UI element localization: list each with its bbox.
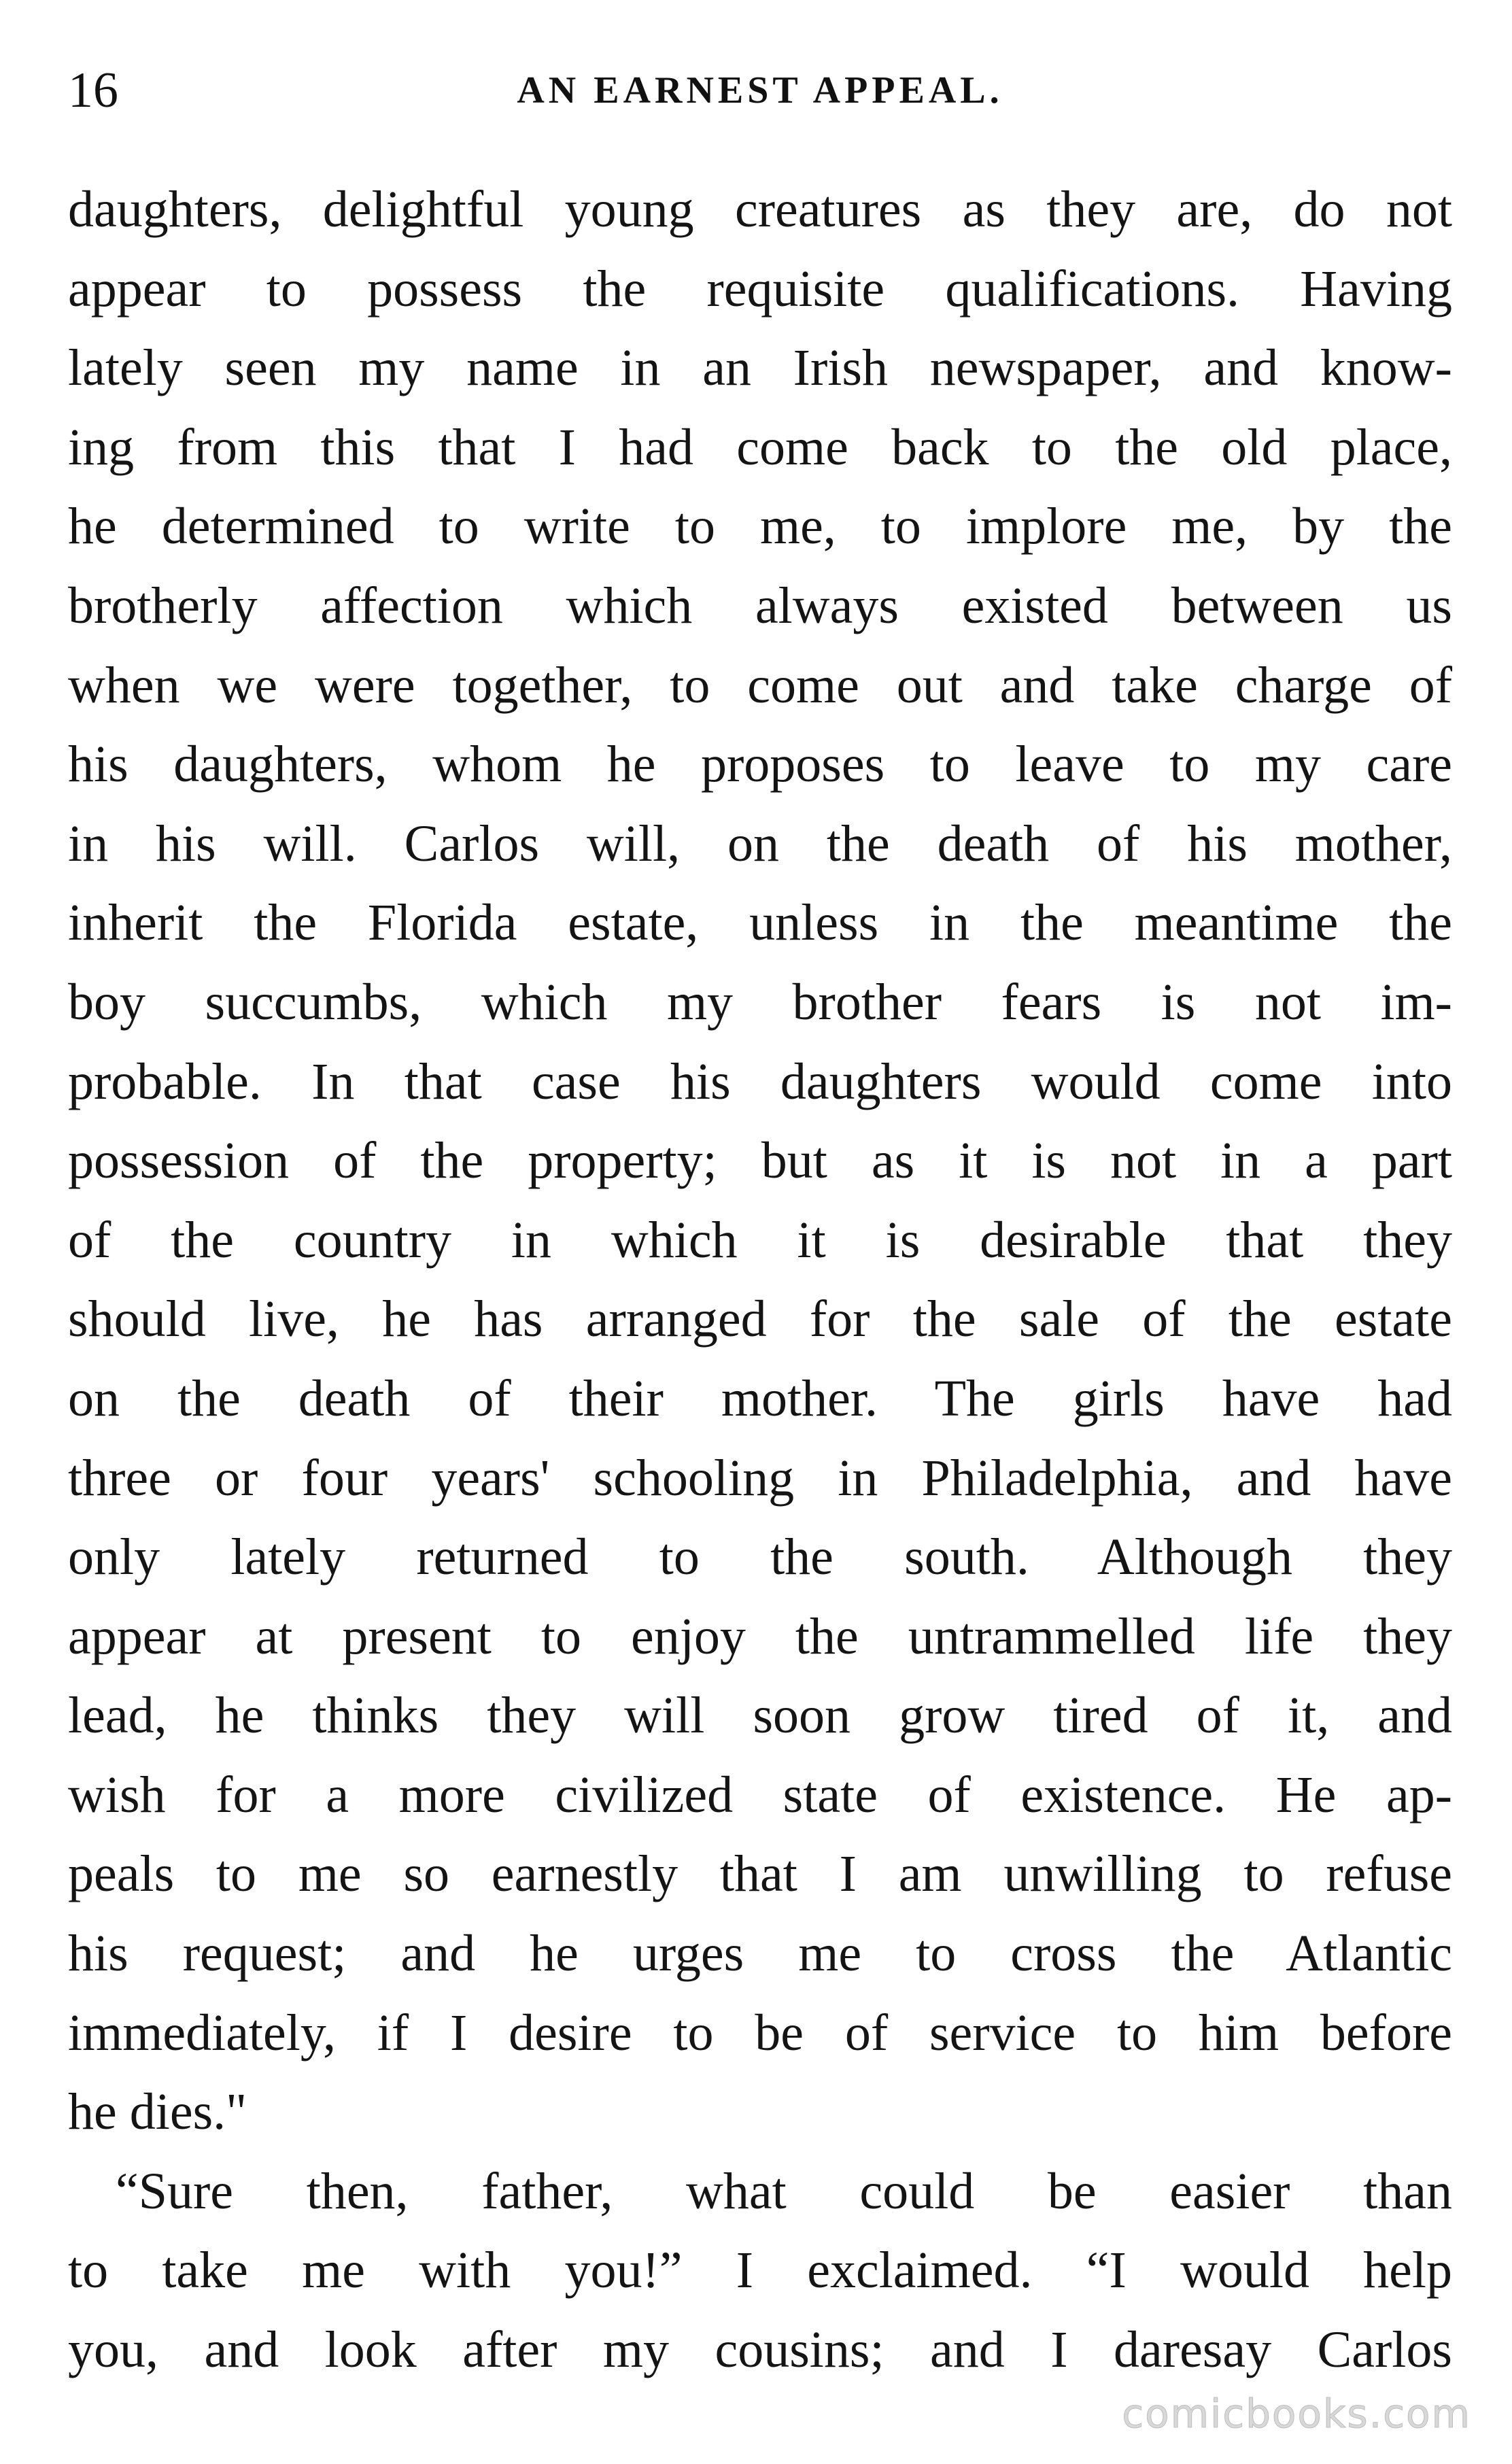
- text-line: only lately returned to the south. Although they: [68, 1528, 1452, 1586]
- text-line: “Sure then, father, what could be easier than: [116, 2162, 1452, 2220]
- text-line: of the country in which it is desirable that they: [68, 1211, 1452, 1269]
- text-line: his request; and he urges me to cross the Atlantic: [68, 1925, 1452, 1983]
- text-line: probable. In that case his daughters would come into: [68, 1053, 1452, 1110]
- running-title: AN EARNEST APPEAL.: [517, 69, 1003, 112]
- text-line: boy succumbs, which my brother fears is not im-: [68, 973, 1452, 1031]
- watermark: comicbooks.com: [1122, 2391, 1471, 2437]
- text-line: when we were together, to come out and take charge of: [68, 656, 1452, 714]
- text-line: wish for a more civilized state of existence. He ap-: [68, 1766, 1452, 1824]
- text-line: in his will. Carlos will, on the death of his mother,: [68, 815, 1452, 872]
- running-head: [68, 53, 1452, 128]
- text-line: appear at present to enjoy the untrammelled life they: [68, 1607, 1452, 1665]
- text-line: three or four years' schooling in Philadelphia, and have: [68, 1449, 1452, 1507]
- text-line: daughters, delightful young creatures as they are, do not: [68, 181, 1452, 238]
- text-line: immediately, if I desire to be of service to him before: [68, 2004, 1452, 2061]
- text-line: ing from this that I had come back to the old place,: [68, 418, 1452, 476]
- text-line: you, and look after my cousins; and I daresay Carlos: [68, 2321, 1452, 2379]
- page-number: 16: [68, 63, 118, 118]
- text-line: lead, he thinks they will soon grow tired of it, and: [68, 1687, 1452, 1745]
- body-text: [68, 170, 1452, 2390]
- text-line: brotherly affection which always existed between us: [68, 577, 1452, 634]
- text-line: lately seen my name in an Irish newspaper, and know-: [68, 339, 1452, 397]
- text-line: on the death of their mother. The girls have had: [68, 1369, 1452, 1427]
- text-line: his daughters, whom he proposes to leave to my care: [68, 736, 1452, 793]
- text-line: to take me with you!” I exclaimed. “I would help: [68, 2242, 1452, 2299]
- text-line: he determined to write to me, to implore me, by the: [68, 498, 1452, 555]
- text-line: appear to possess the requisite qualifications. Having: [68, 260, 1452, 318]
- text-line: peals to me so earnestly that I am unwilling to refuse: [68, 1845, 1452, 1903]
- text-line: he dies.": [68, 2083, 247, 2141]
- text-line: should live, he has arranged for the sale of the estate: [68, 1290, 1452, 1348]
- text-line: inherit the Florida estate, unless in the meantime the: [68, 894, 1452, 952]
- text-line: possession of the property; but as it is not in a part: [68, 1132, 1452, 1190]
